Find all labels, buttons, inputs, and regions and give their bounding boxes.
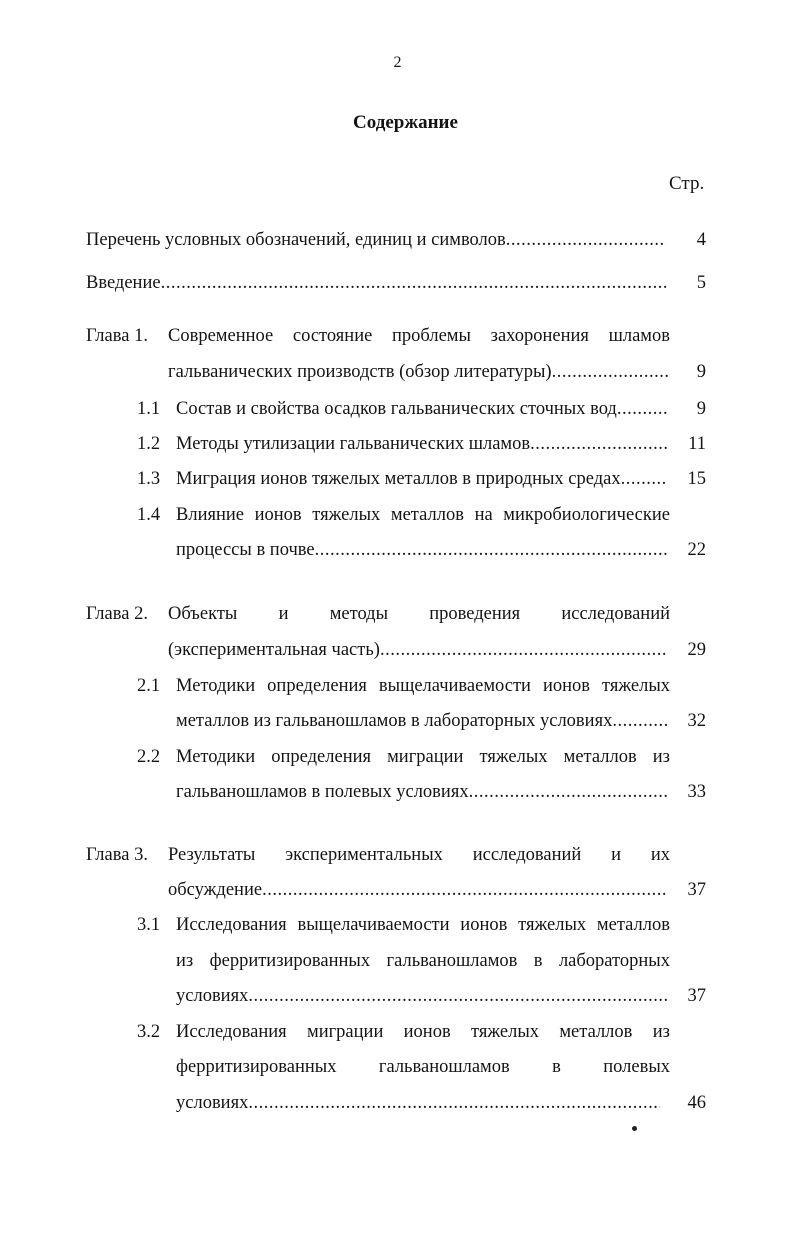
chapter-1-label: Глава 1. bbox=[86, 326, 148, 346]
section-number: 2.2 bbox=[137, 747, 161, 767]
section-number: 3.2 bbox=[137, 1022, 161, 1042]
toc-entry-text: Методы утилизации гальванических шламов bbox=[176, 434, 531, 454]
word: выщелачиваемости bbox=[378, 676, 531, 696]
toc-entry-text: Миграция ионов тяжелых металлов в природных средах bbox=[176, 469, 621, 489]
page-column-header: Стр. bbox=[669, 173, 705, 194]
toc-entry-text: Состав и свойства осадков гальванических сточных вод bbox=[176, 399, 617, 419]
toc-entry-abbreviations[interactable] bbox=[86, 226, 666, 254]
toc-entry-section-3-1-line1[interactable] bbox=[176, 911, 670, 939]
toc-entry-text: гальваношламов в полевых условиях bbox=[176, 782, 469, 802]
chapter-1-title-line1[interactable] bbox=[168, 322, 670, 350]
toc-entry-text: обсуждение bbox=[168, 880, 263, 900]
dot-leader bbox=[315, 536, 668, 564]
ink-speck bbox=[631, 1125, 637, 1131]
toc-page-number: 46 bbox=[687, 1093, 706, 1113]
toc-entry-text: Перечень условных обозначений, единиц и символов bbox=[86, 230, 506, 250]
word: и bbox=[611, 845, 622, 865]
section-number: 3.1 bbox=[137, 915, 161, 935]
dot-leader bbox=[161, 269, 666, 297]
word: ферритизированных bbox=[176, 1057, 337, 1077]
word: ионов bbox=[403, 1022, 451, 1042]
section-number: 1.2 bbox=[137, 434, 161, 454]
word: из bbox=[652, 1022, 670, 1042]
chapter-3-title-line2[interactable] bbox=[168, 876, 668, 904]
word: лабораторных bbox=[558, 951, 670, 971]
chapter-2-label: Глава 2. bbox=[86, 604, 148, 624]
toc-entry-section-2-1-line1[interactable] bbox=[176, 672, 670, 700]
toc-entry-section-2-2-line1[interactable] bbox=[176, 743, 670, 771]
chapter-3-title-line1[interactable] bbox=[168, 841, 670, 869]
toc-entry-section-3-1-line3[interactable] bbox=[176, 982, 668, 1010]
toc-page-number: 29 bbox=[687, 640, 706, 660]
word: металлов bbox=[559, 1022, 633, 1042]
toc-entry-section-1-1[interactable] bbox=[176, 395, 668, 423]
word: тяжелых bbox=[312, 505, 381, 525]
word: их bbox=[650, 845, 670, 865]
word: Исследования bbox=[176, 1022, 287, 1042]
word: исследований bbox=[561, 604, 670, 624]
word: гальваношламов bbox=[378, 1057, 510, 1077]
toc-page-number: 22 bbox=[687, 540, 706, 560]
word: микробиологические bbox=[503, 505, 670, 525]
word: ионов bbox=[542, 676, 590, 696]
section-number: 1.1 bbox=[137, 399, 161, 419]
word: тяжелых bbox=[601, 676, 670, 696]
word: Исследования bbox=[176, 915, 287, 935]
word: в bbox=[533, 951, 543, 971]
toc-page-number: 32 bbox=[687, 711, 706, 731]
toc-page-number: 4 bbox=[696, 230, 706, 250]
toc-page-number: 11 bbox=[688, 434, 706, 454]
section-number: 1.4 bbox=[137, 505, 161, 525]
word: в bbox=[552, 1057, 561, 1077]
dot-leader bbox=[506, 226, 666, 254]
toc-entry-text: процессы в почве bbox=[176, 540, 315, 560]
section-number: 1.3 bbox=[137, 469, 161, 489]
toc-entry-section-1-4-line1[interactable] bbox=[176, 501, 670, 529]
dot-leader bbox=[552, 358, 668, 386]
dot-leader bbox=[469, 778, 668, 806]
toc-entry-section-3-1-line2[interactable] bbox=[176, 947, 670, 975]
toc-entry-section-3-2-line2[interactable] bbox=[176, 1053, 670, 1081]
toc-entry-text: условиях bbox=[176, 1093, 249, 1113]
word: полевых bbox=[603, 1057, 670, 1077]
word: проведения bbox=[429, 604, 521, 624]
toc-entry-introduction[interactable] bbox=[86, 269, 666, 297]
word: определения bbox=[271, 747, 372, 767]
word: исследований bbox=[472, 845, 582, 865]
toc-entry-section-2-2-line2[interactable] bbox=[176, 778, 668, 806]
word: металлов bbox=[596, 915, 670, 935]
toc-page-number: 37 bbox=[687, 986, 706, 1006]
page-title: Содержание bbox=[353, 112, 458, 133]
word: металлов bbox=[563, 747, 637, 767]
toc-entry-section-1-2[interactable] bbox=[176, 430, 668, 458]
toc-page-number: 5 bbox=[696, 273, 706, 293]
word: из bbox=[652, 747, 670, 767]
word: Влияние bbox=[176, 505, 244, 525]
chapter-2-title-line2[interactable] bbox=[168, 636, 668, 664]
word: ионов bbox=[460, 915, 508, 935]
dot-leader bbox=[248, 982, 668, 1010]
word: Современное bbox=[168, 326, 274, 346]
toc-entry-section-2-1-line2[interactable] bbox=[176, 707, 668, 735]
toc-entry-text: гальванических производств (обзор литературы) bbox=[168, 362, 552, 382]
word: выщелачиваемости bbox=[297, 915, 450, 935]
section-number: 2.1 bbox=[137, 676, 161, 696]
word: экспериментальных bbox=[285, 845, 443, 865]
toc-page-number: 33 bbox=[687, 782, 706, 802]
word: определения bbox=[267, 676, 367, 696]
word: захоронения bbox=[490, 326, 589, 346]
word: Методики bbox=[176, 747, 256, 767]
dot-leader bbox=[530, 430, 668, 458]
dot-leader bbox=[621, 465, 668, 493]
toc-page-number: 9 bbox=[696, 399, 706, 419]
word: тяжелых bbox=[479, 747, 548, 767]
word: Результаты bbox=[168, 845, 256, 865]
word: гальваношламов bbox=[386, 951, 518, 971]
dot-leader bbox=[617, 395, 668, 423]
dot-leader bbox=[248, 1089, 660, 1117]
word: ионов bbox=[254, 505, 302, 525]
word: проблемы bbox=[392, 326, 471, 346]
word: тяжелых bbox=[471, 1022, 540, 1042]
toc-entry-section-1-3[interactable] bbox=[176, 465, 668, 493]
toc-page-number: 9 bbox=[696, 362, 706, 382]
dot-leader bbox=[380, 636, 668, 664]
chapter-3-label: Глава 3. bbox=[86, 845, 148, 865]
word: миграции bbox=[306, 1022, 384, 1042]
word: Объекты bbox=[168, 604, 238, 624]
word: методы bbox=[329, 604, 389, 624]
word: шламов bbox=[608, 326, 670, 346]
toc-entry-section-3-2-line3[interactable] bbox=[176, 1089, 660, 1117]
word: миграции bbox=[387, 747, 464, 767]
toc-entry-section-1-4-line2[interactable] bbox=[176, 536, 668, 564]
toc-page-number: 15 bbox=[687, 469, 706, 489]
word: из bbox=[176, 951, 194, 971]
toc-entry-text: (экспериментальная часть) bbox=[168, 640, 380, 660]
word: и bbox=[278, 604, 289, 624]
chapter-2-title-line1[interactable] bbox=[168, 600, 670, 628]
toc-entry-text: Введение bbox=[86, 273, 161, 293]
dot-leader bbox=[262, 876, 668, 904]
word: ферритизированных bbox=[209, 951, 371, 971]
word: на bbox=[474, 505, 493, 525]
word: металлов bbox=[390, 505, 464, 525]
chapter-1-title-line2[interactable] bbox=[168, 358, 668, 386]
toc-entry-text: условиях bbox=[176, 986, 249, 1006]
toc-entry-section-3-2-line1[interactable] bbox=[176, 1018, 670, 1046]
page-number: 2 bbox=[393, 54, 402, 71]
toc-page-number: 37 bbox=[687, 880, 706, 900]
dot-leader bbox=[612, 707, 668, 735]
toc-entry-text: металлов из гальваношламов в лабораторных условиях bbox=[176, 711, 613, 731]
word: Методики bbox=[176, 676, 256, 696]
word: состояние bbox=[292, 326, 373, 346]
word: тяжелых bbox=[518, 915, 587, 935]
